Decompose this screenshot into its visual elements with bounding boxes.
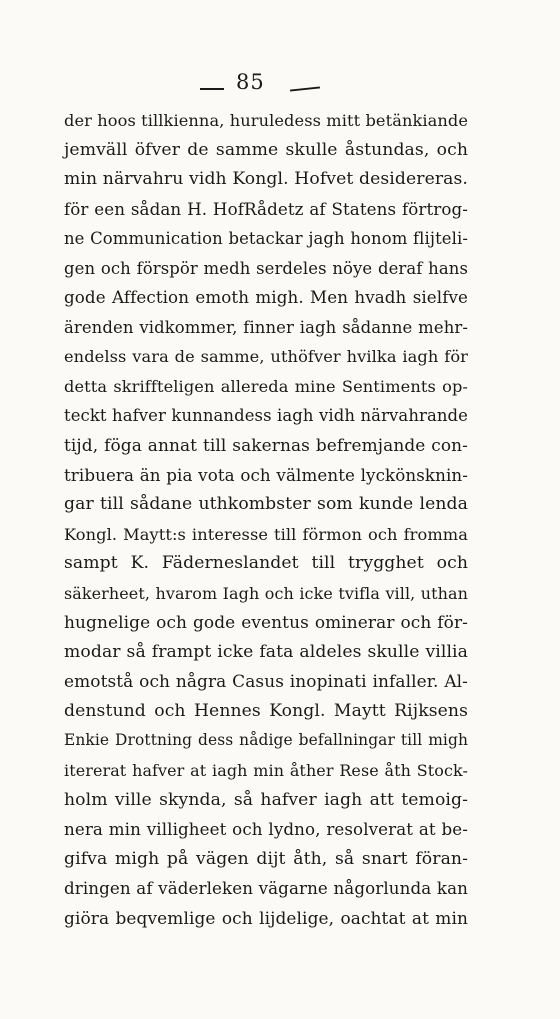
text-line: Kongl. Maytt:s interesse till förmon och fromma [64, 524, 468, 544]
body-text [64, 106, 468, 933]
text-line: tijd, föga annat till sakernas befremjande con- [64, 435, 468, 456]
text-line: denstund och Hennes Kongl. Maytt Rijksens [64, 700, 468, 721]
text-line: ne Communication betackar jagh honom flijteli- [64, 229, 468, 249]
text-line: gar till sådane uthkombster som kunde lenda [64, 494, 468, 515]
text-line: Enkie Drottning dess nådige befallningar till migh [64, 731, 468, 750]
text-line: för een sådan H. HofRådetz af Statens förtrog- [64, 198, 468, 219]
text-line: jemväll öfver de samme skulle åstundas, och [64, 139, 468, 160]
text-line: holm ville skynda, så hafver iagh att temoig- [64, 789, 468, 810]
text-line: gode Affection emoth migh. Men hvadh sielfve [64, 287, 468, 308]
text-line: dringen af väderleken vägarne någorlunda kan [64, 878, 468, 899]
page-number: 85 [236, 70, 265, 94]
text-line: hugnelige och gode eventus ominerar och för- [64, 612, 468, 633]
text-line: ärenden vidkommer, finner iagh sådanne mehr- [64, 317, 468, 337]
text-line: säkerheet, hvarom Iagh och icke tvifla vill, uthan [64, 583, 468, 603]
text-line: modar så frampt icke fata aldeles skulle villia [64, 641, 468, 662]
text-line: itererat hafver at iagh min åther Rese åth Stock- [64, 761, 468, 781]
page-header [0, 64, 560, 104]
text-line: sampt K. Fäderneslandet till trygghet och [64, 553, 468, 574]
text-line: min närvahru vidh Kongl. Hofvet desidereras. [64, 169, 468, 190]
text-line: tribuera än pia vota och välmente lyckönsknin- [64, 464, 468, 485]
text-line: gifva migh på vägen dijt åth, så snart föran- [64, 848, 468, 869]
text-line: emotstå och några Casus inopinati infaller. Al- [64, 671, 468, 692]
text-line: giöra beqvemlige och lijdelige, oachtat at min [64, 907, 468, 928]
text-line: nera min villigheet och lydno, resolverat at be- [64, 819, 468, 840]
text-line: der hoos tillkienna, huruledess mitt betänkiande [64, 111, 469, 130]
text-line: detta skriffteligen allereda mine Sentiments op- [64, 376, 468, 396]
text-line: endelss vara de samme, uthöfver hvilka iagh för [64, 347, 468, 367]
header-dash-left [200, 88, 224, 90]
text-line: gen och förspör medh serdeles nöye deraf hans [64, 258, 468, 278]
text-line: teckt hafver kunnandess iagh vidh närvahrande [64, 406, 468, 426]
header-dash-right [290, 86, 320, 91]
